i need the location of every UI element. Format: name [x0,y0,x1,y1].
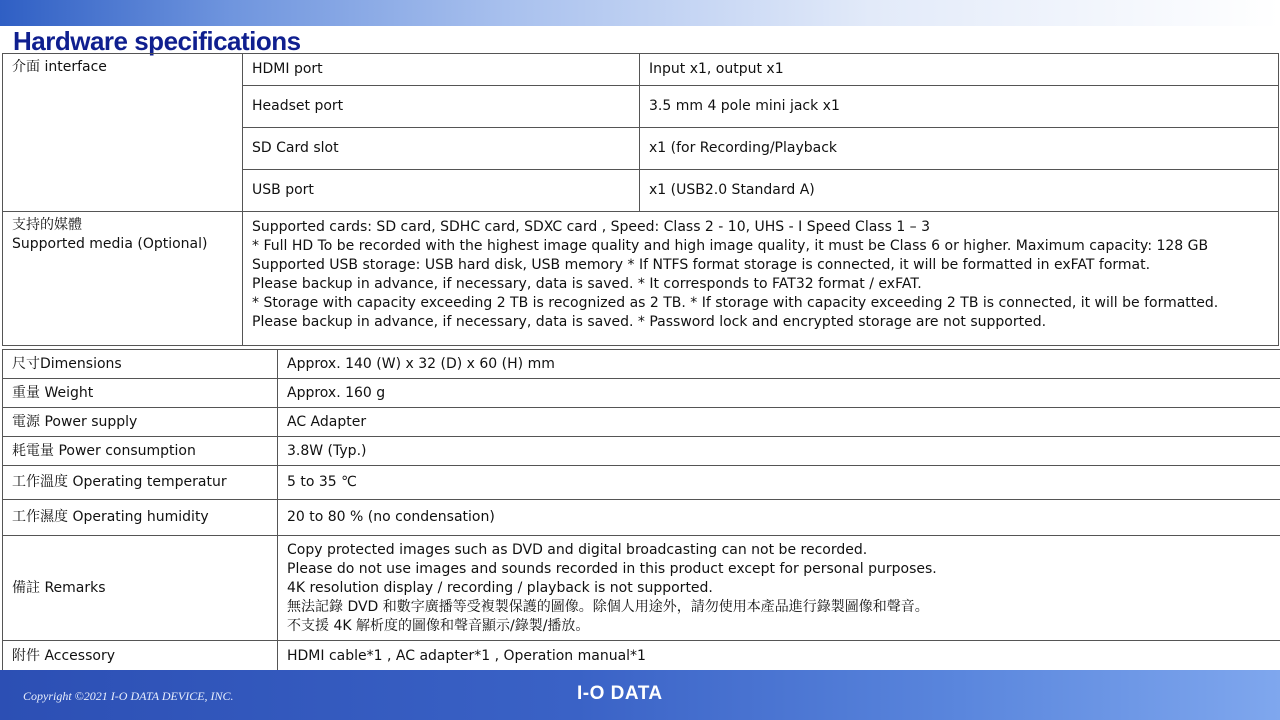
spec-value-cell: 5 to 35 ℃ [278,466,1280,500]
remarks-value-cell [278,536,1280,641]
media-line: Supported cards: SD card, SDHC card, SDXC card , Speed: Class 2 - 10, UHS - I Speed Class 1 – 3 [252,219,931,235]
spec-value-cell: x1 (USB2.0 Standard A) [640,170,1279,212]
table-row [3,536,1280,641]
top-decorative-band [0,0,1280,26]
spec-name-cell: USB port [243,170,640,212]
accessory-label-cell: 附件 Accessory [3,641,278,673]
spec-label-cell: 尺寸Dimensions [3,350,278,379]
spec-value-cell: 3.8W (Typ.) [278,437,1280,466]
interface-media-table [2,53,1279,346]
remarks-line: Please do not use images and sounds recorded in this product except for personal purposes. [287,560,937,577]
spec-label-cell: 工作濕度 Operating humidity [3,500,278,536]
spec-label-cell: 重量 Weight [3,379,278,408]
spec-name-cell: Headset port [243,86,640,128]
remarks-line: Copy protected images such as DVD and digital broadcasting can not be recorded. [287,541,868,558]
table-row [3,500,1280,536]
accessory-value-cell: HDMI cable*1 , AC adapter*1 , Operation manual*1 [278,641,1280,673]
table-row [3,641,1280,673]
spec-name-cell: SD Card slot [243,128,640,170]
spec-value-cell: Approx. 140 (W) x 32 (D) x 60 (H) mm [278,350,1280,379]
table-row [3,379,1280,408]
remarks-line: 4K resolution display / recording / playback is not supported. [287,579,713,596]
table-row [3,54,1279,86]
brand-logo: I-O DATA [577,683,663,704]
table-row [3,212,1279,346]
media-line: * Storage with capacity exceeding 2 TB is recognized as 2 TB. * If storage with capacity exceeding 2 TB is connected, it will be formatted. [252,295,1219,311]
media-line: * Full HD To be recorded with the highest image quality and high image quality, it must be Class 6 or higher. Maximum capacity: 128 GB [252,238,1209,254]
spec-value-cell: x1 (for Recording/Playback [640,128,1279,170]
general-specs-table [2,349,1280,673]
table-row [3,437,1280,466]
spec-value-cell: 20 to 80 % (no condensation) [278,500,1280,536]
media-category-en: Supported media (Optional) [12,236,208,252]
remarks-label-cell: 備註 Remarks [3,536,278,641]
spec-label-cell: 工作溫度 Operating temperatur [3,466,278,500]
media-line: Supported USB storage: USB hard disk, USB memory * If NTFS format storage is connected, it will be formatted in exFAT format. [252,257,1151,273]
media-line: Please backup in advance, if necessary, data is saved. * It corresponds to FAT32 format / exFAT. [252,276,922,292]
table-row [3,408,1280,437]
spec-name-cell: HDMI port [243,54,640,86]
table-row [3,350,1280,379]
media-description-cell [243,212,1279,346]
spec-value-cell: AC Adapter [278,408,1280,437]
spec-label-cell: 電源 Power supply [3,408,278,437]
media-category-zh: 支持的媒體 [12,217,82,233]
interface-category-cell: 介面 interface [3,54,243,212]
media-category-cell [3,212,243,346]
spec-value-cell: 3.5 mm 4 pole mini jack x1 [640,86,1279,128]
remarks-line: 無法記錄 DVD 和數字廣播等受複製保護的圖像。除個人用途外，請勿使用本產品進行錄製圖像和聲音。 [287,598,929,615]
table-row [3,466,1280,500]
copyright-text: Copyright ©2021 I-O DATA DEVICE, INC. [23,689,234,703]
remarks-line: 不支援 4K 解析度的圖像和聲音顯示/錄製/播放。 [287,617,590,634]
spec-label-cell: 耗電量 Power consumption [3,437,278,466]
spec-value-cell: Input x1, output x1 [640,54,1279,86]
media-line: Please backup in advance, if necessary, data is saved. * Password lock and encrypted storage are not supported. [252,314,1047,330]
page-title: Hardware specifications [13,26,301,56]
spec-value-cell: Approx. 160 g [278,379,1280,408]
